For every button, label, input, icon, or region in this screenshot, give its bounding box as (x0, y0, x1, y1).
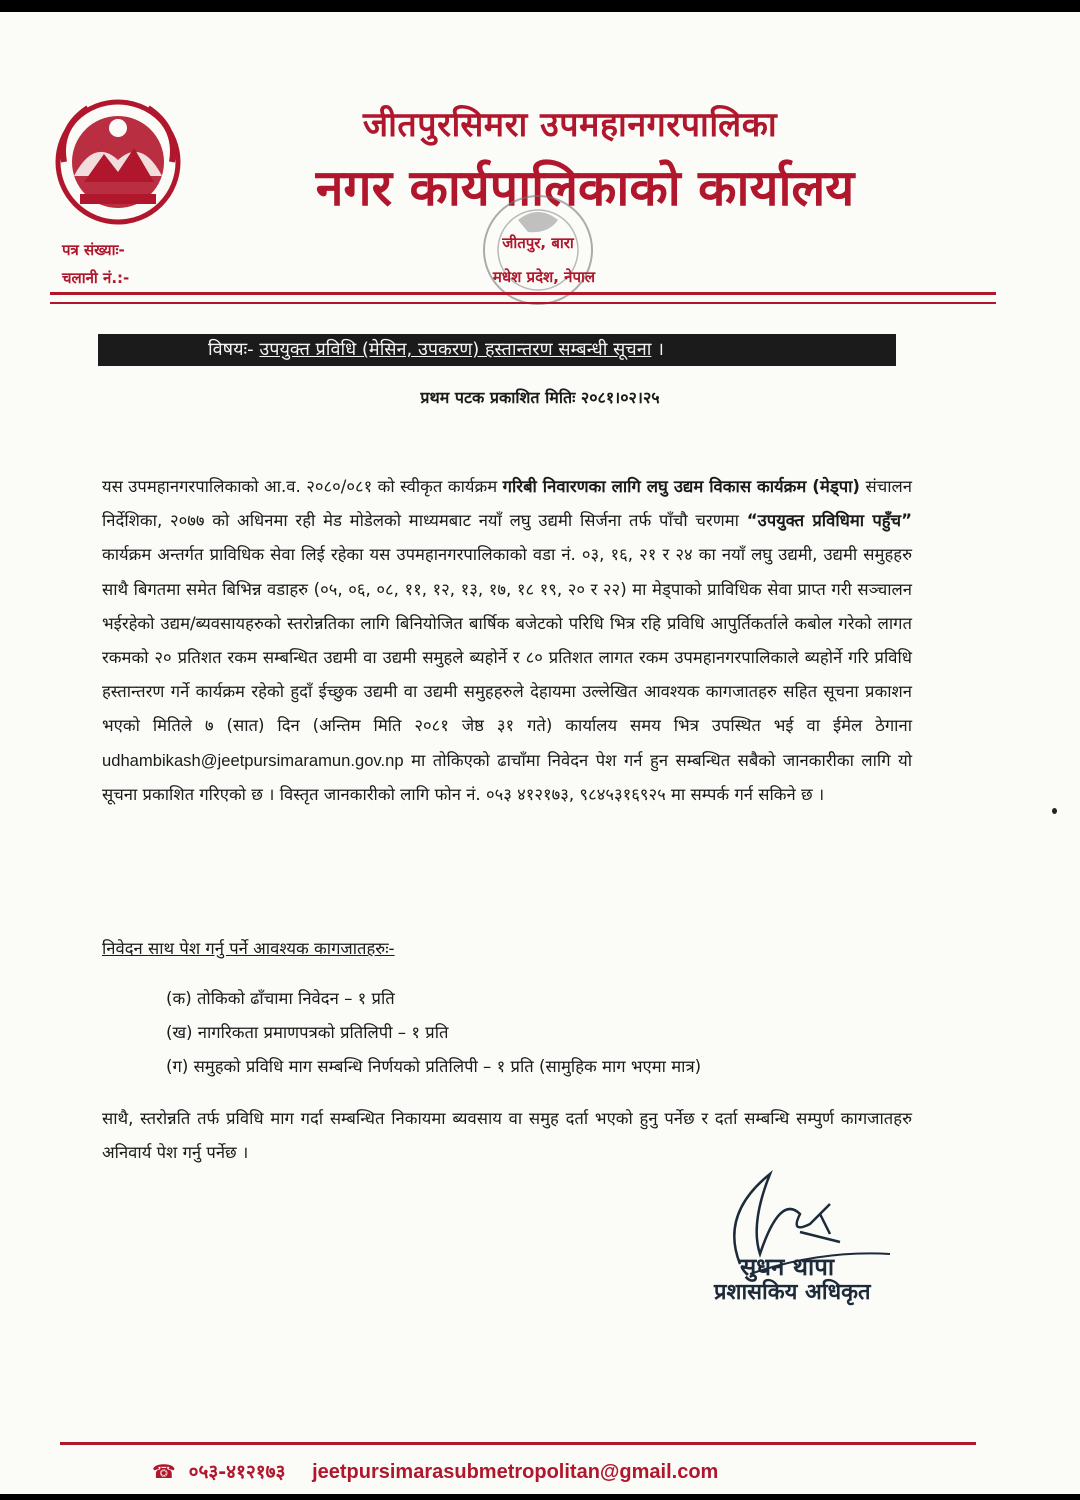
list-item: (ग) समुहको प्रविधि माग सम्बन्धि निर्णयको प्रतिलिपी – १ प्रति (सामुहिक माग भएमा मात्र) (166, 1057, 702, 1076)
list-item: (ख) नागरिकता प्रमाणपत्रको प्रतिलिपी – १ प्रति (166, 1023, 449, 1042)
documents-title: निवेदन साथ पेश गर्नु पर्ने आवश्यक कागजातहरुः- (102, 939, 395, 958)
notice-page (0, 12, 1080, 1494)
stamp-text-2: मधेश प्रदेश, नेपाल (492, 268, 596, 286)
dispatch-number-label: चलानी नं.:- (62, 269, 130, 287)
header-rule-top (50, 292, 996, 295)
subject-text: उपयुक्त प्रविधि (मेसिन, उपकरण) हस्तान्तरण सम्बन्धी सूचना (259, 339, 652, 360)
footer-phone: ०५३-४१२१७३ (188, 1461, 286, 1483)
closing-paragraph: साथै, स्तरोन्नति तर्फ प्रविधि माग गर्दा सम्बन्धित निकायमा ब्यवसाय वा समुह दर्ता भएको हुनु पर्नेछ र दर्ता सम्बन्धि सम्पुर्ण कागजातहरु अनिवार्य पेश गर्नु पर्नेछ । (102, 1109, 912, 1162)
footer-contact (152, 1454, 718, 1490)
telephone-icon: ☎ (152, 1461, 176, 1483)
letter-number-label: पत्र संख्याः- (62, 241, 125, 259)
body-program-title: “उपयुक्त प्रविधिमा पहुँच” (746, 511, 913, 531)
body-text-a: यस उपमहानगरपालिकाको आ.व. २०८०/०८१ को स्वीकृत कार्यक्रम (102, 477, 498, 496)
office-stamp (458, 190, 628, 320)
subject-suffix: । (657, 339, 664, 360)
scan-speck (1052, 808, 1057, 814)
subject-bar (98, 334, 896, 366)
body-email: udhambikash@jeetpursimaramun.gov.np (102, 750, 404, 770)
published-date: प्रथम पटक प्रकाशित मितिः २०८१।०२।२५ (420, 388, 660, 407)
office-name: नगर कार्यपालिकाको कार्यालय (315, 159, 855, 217)
footer-email: jeetpursimarasubmetropolitan@gmail.com (312, 1461, 719, 1483)
footer-rule (60, 1442, 976, 1445)
body-text-d: मा तोकिएको ढाचाँमा निवेदन पेश गर्न हुन सम्बन्धित सबैको जानकारीका लागि यो सूचना प्रकाशित गरिएको छ । विस्तृत जानकारीको लागि फोन नं. ०५३ ४१२१७३, ९८४५३१६९२५ मा सम्पर्क गर्न सकिने छ । (102, 750, 912, 804)
municipality-name: जीतपुरसिमरा उपमहानगरपालिका (362, 105, 778, 145)
subject-prefix: विषयः- (208, 339, 254, 360)
header-rule-bottom (50, 302, 996, 304)
stamp-text-1: जीतपुर, बारा (502, 234, 574, 252)
documents-list (166, 982, 701, 1084)
body-program-name: गरिबी निवारणका लागि लघु उद्यम विकास कार्यक्रम (मेड्पा) (502, 477, 861, 496)
body-text-c: कार्यक्रम अन्तर्गत प्राविधिक सेवा लिई रहेका यस उपमहानगरपालिकाको वडा नं. ०३, १६, २१ र २४ का नयाँ लघु उद्यमी, उद्यमी समुहहरु साथै बिगतमा समेत बिभिन्न वडाहरु (०५, ०६, ०८, ११, १२, १३, १७, १८ १९, २० र २२) मा मेड्पाको प्राविधिक सेवा प्राप्त गरी सञ्चालन भईरहेको उद्यम/ब्यवसायहरुको स्तरोन्नतिका लागि बिनियोजित बार्षिक बजेटको परिधि भित्र रहि प्रविधि आपुर्तिकर्ताले कबोल गरेको लागत रकमको २० प्रतिशत रकम सम्बन्धित उद्यमी वा उद्यमी समुहले ब्यहोर्ने र ८० प्रतिशत लागत रकम उपमहानगरपालिकाले ब्यहोर्ने गरि प्रविधि हस्तान्तरण गर्ने कार्यक्रम रहेको हुदाँ ईच्छुक उद्यमी वा उद्यमी समुहहरुले देहायमा उल्लेखित आवश्यक कागजातहरु सहित सूचना प्रकाशन भएको मितिले ७ (सात) दिन (अन्तिम मिति २०८१ जेष्ठ ३१ गते) कार्यालय समय भित्र उपस्थित भई वा ईमेल ठेगाना (102, 545, 912, 736)
body-text-b: संचालन निर्देशिका, २०७७ को अधिनमा रही मेड मोडेलको माध्यमबाट नयाँ लघु उद्यमी सिर्जना तर्फ पाँचौ चरणमा (102, 477, 912, 531)
signatory-name: सुधन थापा (740, 1253, 835, 1281)
notice-body (102, 470, 912, 812)
signatory-post: प्रशासकिय अधिकृत (714, 1280, 871, 1305)
list-item: (क) तोकिको ढाँचामा निवेदन – १ प्रति (166, 989, 395, 1008)
